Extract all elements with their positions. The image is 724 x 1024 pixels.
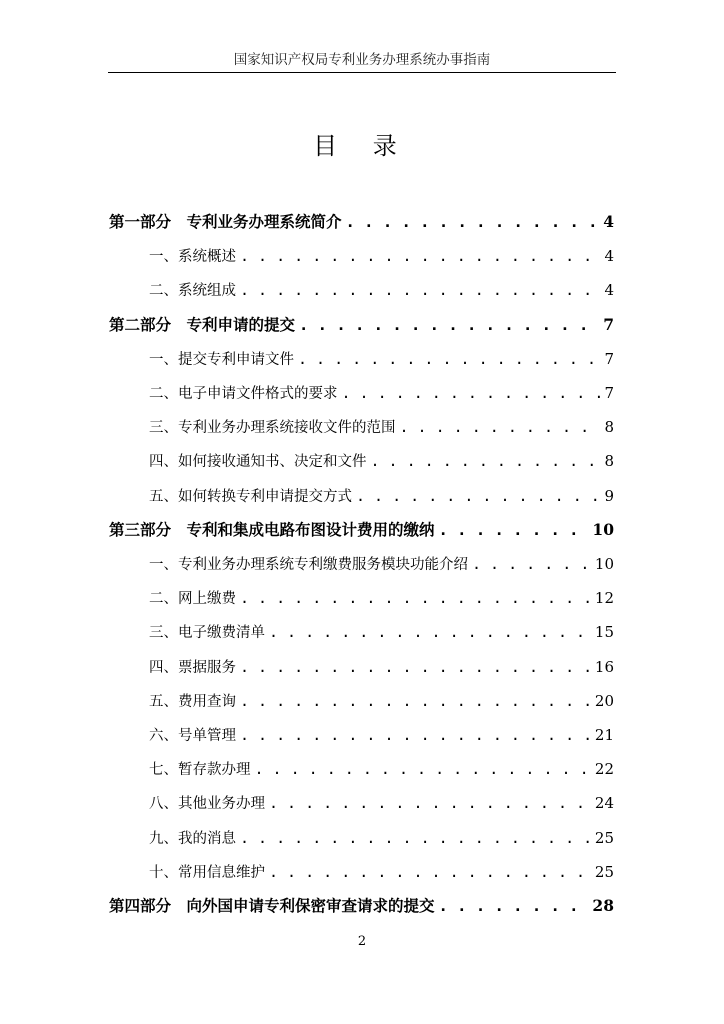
toc-section-entry[interactable] — [149, 553, 614, 575]
toc-leader-dots — [269, 621, 591, 643]
toc-entry-page: 25 — [594, 862, 614, 881]
toc-part-entry[interactable] — [109, 314, 614, 336]
toc-part-entry[interactable] — [109, 519, 614, 541]
toc-section-entry[interactable] — [149, 382, 614, 404]
toc-title: 目 录 — [313, 132, 411, 160]
toc-entry-label: 四、票据服务 — [149, 659, 236, 676]
toc-entry-page: 10 — [592, 519, 614, 539]
toc-section-entry[interactable] — [149, 690, 614, 712]
toc-entry-page: 12 — [594, 589, 614, 608]
toc-leader-dots — [240, 690, 591, 712]
toc-leader-dots — [269, 861, 591, 883]
toc-leader-dots — [472, 553, 591, 575]
toc-entry-label: 二、网上缴费 — [149, 591, 236, 608]
toc-entry-label: 十、常用信息维护 — [149, 864, 265, 881]
toc-entry-label: 九、我的消息 — [149, 830, 236, 847]
toc-entry-page: 7 — [603, 314, 614, 334]
toc-entry-page: 4 — [604, 247, 614, 266]
toc-leader-dots — [342, 382, 601, 404]
toc-section-entry[interactable] — [149, 861, 614, 883]
toc-leader-dots — [371, 450, 601, 472]
header-title: 国家知识产权局专利业务办理系统办事指南 — [233, 52, 491, 68]
toc-section-entry[interactable] — [149, 621, 614, 643]
toc-section-entry[interactable] — [149, 485, 614, 507]
toc-entry-page: 24 — [594, 794, 614, 813]
toc-entry-label: 八、其他业务办理 — [149, 796, 265, 813]
toc-leader-dots — [269, 792, 591, 814]
toc-entry-label: 三、专利业务办理系统接收文件的范围 — [149, 420, 396, 437]
toc-leader-dots — [346, 211, 600, 233]
toc-entry-label: 第四部分 向外国申请专利保密审查请求的提交 — [109, 897, 435, 915]
toc-entry-label: 五、费用查询 — [149, 693, 236, 710]
toc-entry-label: 六、号单管理 — [149, 728, 236, 744]
toc-entry-page: 25 — [594, 828, 614, 847]
toc-entry-label: 二、系统组成 — [149, 283, 236, 300]
toc-entry-page: 10 — [594, 555, 614, 573]
toc-section-entry[interactable] — [149, 450, 614, 472]
toc-part-entry[interactable] — [109, 895, 614, 917]
toc-entry-label: 二、电子申请文件格式的要求 — [149, 386, 338, 402]
toc-entry-page: 4 — [604, 281, 614, 300]
page-number: 2 — [357, 934, 367, 949]
toc-leader-dots — [240, 245, 600, 267]
toc-entry-page: 8 — [604, 452, 614, 471]
toc-entry-page: 20 — [594, 691, 614, 710]
toc-section-entry[interactable] — [149, 245, 614, 267]
toc-leader-dots — [240, 656, 591, 678]
toc-leader-dots — [299, 314, 599, 336]
toc-entry-page: 8 — [604, 418, 614, 437]
toc-leader-dots — [356, 485, 600, 507]
toc-section-entry[interactable] — [149, 792, 614, 814]
toc-entry-label: 第二部分 专利申请的提交 — [109, 315, 296, 334]
toc-section-entry[interactable] — [149, 656, 614, 678]
toc-section-entry[interactable] — [149, 279, 614, 301]
toc-entry-page: 9 — [604, 486, 614, 505]
toc-entry-page: 15 — [594, 623, 614, 642]
toc-entry-page: 22 — [594, 760, 614, 779]
toc-entry-label: 四、如何接收通知书、决定和文件 — [149, 454, 367, 471]
toc-entry-page: 4 — [603, 212, 614, 231]
toc-leader-dots — [400, 416, 601, 438]
toc-leader-dots — [240, 827, 591, 849]
toc-entry-page: 7 — [604, 384, 614, 402]
toc-entry-label: 五、如何转换专利申请提交方式 — [149, 488, 352, 505]
toc-entry-label: 一、提交专利申请文件 — [149, 351, 294, 368]
toc-leader-dots — [240, 587, 591, 609]
toc-leader-dots — [298, 348, 600, 370]
toc-entry-page: 16 — [594, 657, 614, 676]
toc-entry-page: 28 — [592, 896, 614, 915]
toc-leader-dots — [439, 895, 589, 917]
toc-entry-page: 21 — [594, 726, 614, 744]
toc-leader-dots — [255, 758, 591, 780]
toc-section-entry[interactable] — [149, 724, 614, 746]
toc-entry-label: 七、暂存款办理 — [149, 762, 251, 779]
toc-entry-page: 7 — [604, 349, 614, 368]
toc-section-entry[interactable] — [149, 416, 614, 438]
toc-entry-label: 第三部分 专利和集成电路布图设计费用的缴纳 — [109, 520, 435, 539]
toc-entry-label: 一、专利业务办理系统专利缴费服务模块功能介绍 — [149, 557, 468, 573]
toc-entry-label: 第一部分 专利业务办理系统简介 — [109, 213, 342, 231]
toc-leader-dots — [240, 279, 600, 301]
toc-section-entry[interactable] — [149, 587, 614, 609]
toc-section-entry[interactable] — [149, 758, 614, 780]
toc-part-entry[interactable] — [109, 211, 614, 233]
toc-entry-label: 三、电子缴费清单 — [149, 625, 265, 642]
toc-entry-label: 一、系统概述 — [149, 249, 236, 266]
toc-leader-dots — [439, 519, 589, 541]
toc-section-entry[interactable] — [149, 348, 614, 370]
toc-section-entry[interactable] — [149, 827, 614, 849]
toc-leader-dots — [240, 724, 591, 746]
